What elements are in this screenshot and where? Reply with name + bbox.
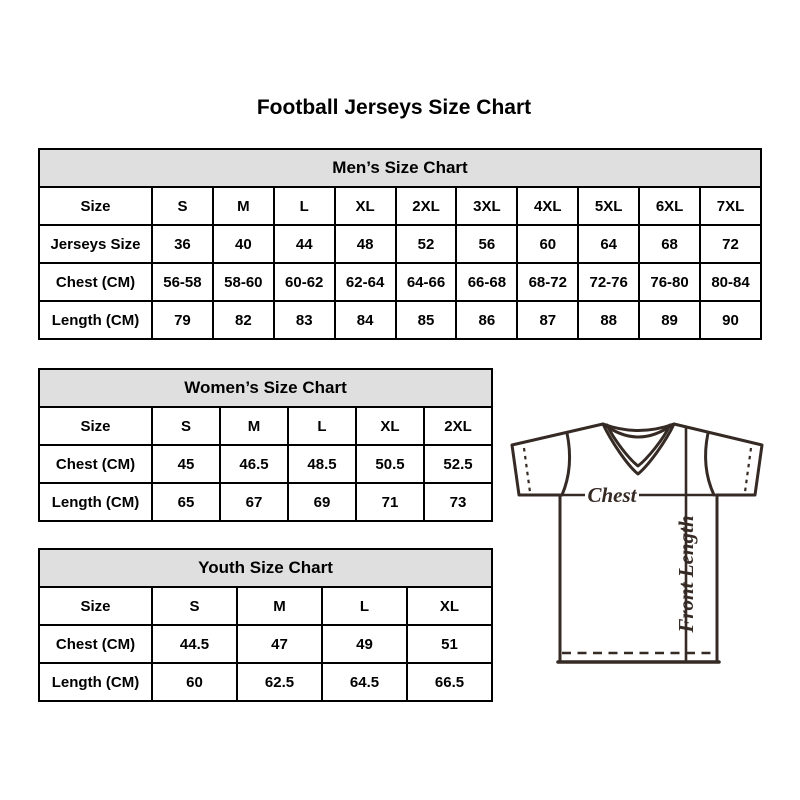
value-cell: 51 (407, 625, 492, 663)
row-label-cell: Size (39, 587, 152, 625)
value-cell: 48 (335, 225, 396, 263)
chest-label: Chest (587, 483, 637, 507)
value-cell: 49 (322, 625, 407, 663)
value-cell: 89 (639, 301, 700, 339)
row-label-cell: Jerseys Size (39, 225, 152, 263)
row-label-cell: Length (CM) (39, 483, 152, 521)
jersey-left-seam (562, 433, 570, 495)
value-cell: 86 (456, 301, 517, 339)
row-label-cell: Length (CM) (39, 663, 152, 701)
value-cell: S (152, 187, 213, 225)
row-label-cell: Chest (CM) (39, 445, 152, 483)
value-cell: 88 (578, 301, 639, 339)
value-cell: 64-66 (396, 263, 457, 301)
value-cell: 72-76 (578, 263, 639, 301)
left-cuff-dashed-line (524, 448, 530, 492)
value-cell: 68 (639, 225, 700, 263)
value-cell: 47 (237, 625, 322, 663)
page-title: Football Jerseys Size Chart (256, 96, 532, 119)
value-cell: 60-62 (274, 263, 335, 301)
value-cell: 52.5 (424, 445, 492, 483)
value-cell: M (213, 187, 274, 225)
value-cell: 66-68 (456, 263, 517, 301)
value-cell: 36 (152, 225, 213, 263)
value-cell: 7XL (700, 187, 761, 225)
mens-table-header-row (39, 149, 761, 187)
table-row (39, 445, 492, 483)
value-cell: 3XL (456, 187, 517, 225)
value-cell: 90 (700, 301, 761, 339)
womens-table-title: Women’s Size Chart (39, 369, 492, 407)
right-cuff-dashed-line (745, 448, 751, 492)
value-cell: 2XL (396, 187, 457, 225)
value-cell: 40 (213, 225, 274, 263)
value-cell: 72 (700, 225, 761, 263)
value-cell: 85 (396, 301, 457, 339)
youth-table-header-row (39, 549, 492, 587)
value-cell: M (220, 407, 288, 445)
jersey-measurement-diagram (505, 413, 770, 668)
value-cell: 71 (356, 483, 424, 521)
womens-table-header-row (39, 369, 492, 407)
front-length-label: Front Length (674, 515, 698, 633)
value-cell: 46.5 (220, 445, 288, 483)
value-cell: L (288, 407, 356, 445)
youth-size-table (38, 548, 493, 702)
value-cell: 82 (213, 301, 274, 339)
value-cell: XL (407, 587, 492, 625)
value-cell: XL (356, 407, 424, 445)
value-cell: 52 (396, 225, 457, 263)
mens-size-table (38, 148, 762, 340)
value-cell: S (152, 407, 220, 445)
youth-table-title: Youth Size Chart (39, 549, 492, 587)
value-cell: XL (335, 187, 396, 225)
row-label-cell: Chest (CM) (39, 625, 152, 663)
value-cell: 83 (274, 301, 335, 339)
value-cell: L (322, 587, 407, 625)
value-cell: 69 (288, 483, 356, 521)
table-row (39, 587, 492, 625)
value-cell: 56 (456, 225, 517, 263)
value-cell: S (152, 587, 237, 625)
row-label-cell: Length (CM) (39, 301, 152, 339)
table-row (39, 625, 492, 663)
value-cell: 73 (424, 483, 492, 521)
table-row (39, 301, 761, 339)
value-cell: 44.5 (152, 625, 237, 663)
value-cell: 50.5 (356, 445, 424, 483)
womens-size-table (38, 368, 493, 522)
value-cell: 60 (152, 663, 237, 701)
table-row (39, 263, 761, 301)
value-cell: 66.5 (407, 663, 492, 701)
table-row (39, 187, 761, 225)
value-cell: 62.5 (237, 663, 322, 701)
value-cell: 62-64 (335, 263, 396, 301)
value-cell: 79 (152, 301, 213, 339)
value-cell: 80-84 (700, 263, 761, 301)
value-cell: 87 (517, 301, 578, 339)
jersey-right-seam (706, 433, 714, 495)
value-cell: 84 (335, 301, 396, 339)
table-row (39, 663, 492, 701)
value-cell: 67 (220, 483, 288, 521)
value-cell: 68-72 (517, 263, 578, 301)
value-cell: 58-60 (213, 263, 274, 301)
table-row (39, 483, 492, 521)
value-cell: 45 (152, 445, 220, 483)
value-cell: 6XL (639, 187, 700, 225)
row-label-cell: Size (39, 187, 152, 225)
table-row (39, 225, 761, 263)
value-cell: 56-58 (152, 263, 213, 301)
value-cell: 48.5 (288, 445, 356, 483)
value-cell: 65 (152, 483, 220, 521)
value-cell: 5XL (578, 187, 639, 225)
value-cell: 4XL (517, 187, 578, 225)
mens-table-title: Men’s Size Chart (39, 149, 761, 187)
value-cell: 60 (517, 225, 578, 263)
value-cell: M (237, 587, 322, 625)
row-label-cell: Size (39, 407, 152, 445)
jersey-outline (512, 424, 762, 662)
value-cell: 64.5 (322, 663, 407, 701)
value-cell: 44 (274, 225, 335, 263)
table-row (39, 407, 492, 445)
value-cell: 64 (578, 225, 639, 263)
row-label-cell: Chest (CM) (39, 263, 152, 301)
value-cell: L (274, 187, 335, 225)
value-cell: 2XL (424, 407, 492, 445)
value-cell: 76-80 (639, 263, 700, 301)
